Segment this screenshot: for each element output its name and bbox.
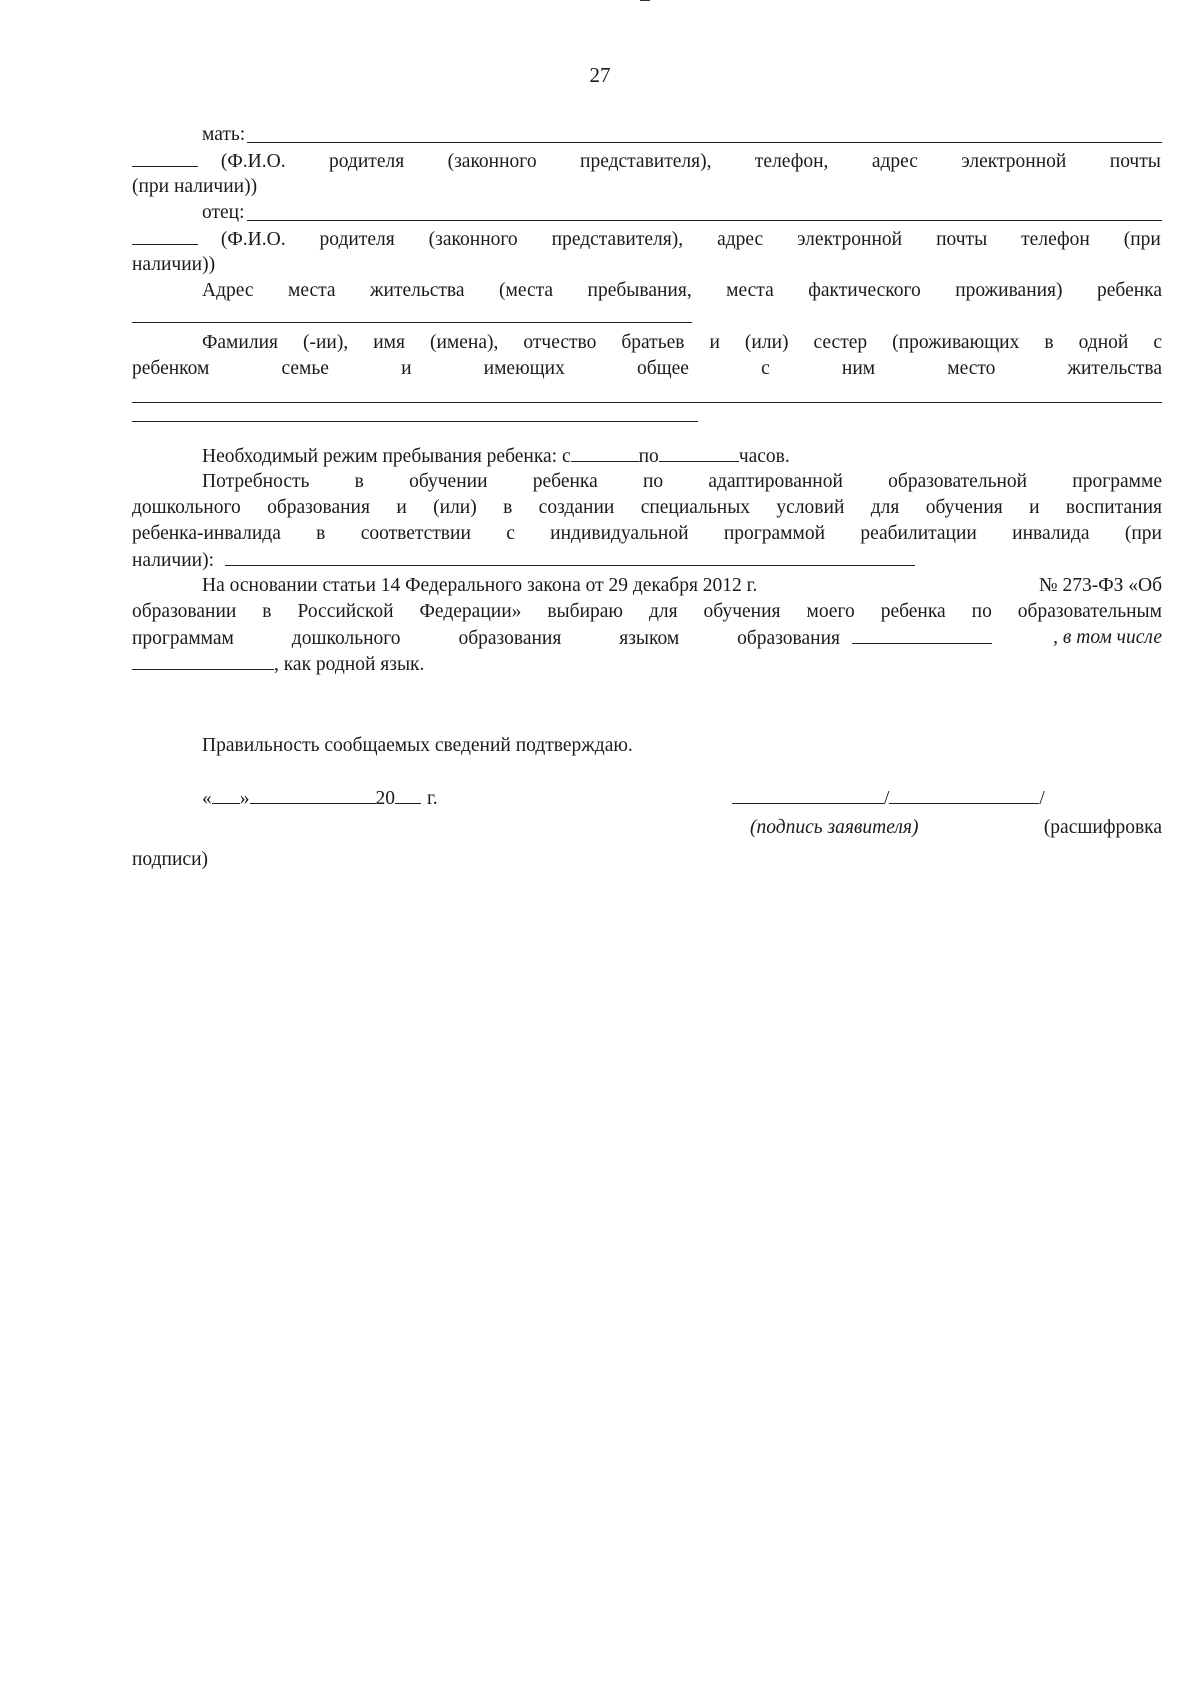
father-label: отец: bbox=[202, 202, 245, 223]
schedule-suffix: часов. bbox=[738, 446, 790, 467]
decoding-caption: (расшифровка bbox=[1043, 817, 1162, 838]
language-line1-b: № 273-ФЗ «Об bbox=[1038, 575, 1162, 596]
needs-line3: ребенка-инвалида в соответствии с индивидуальной программой реабилитации инвалида (при bbox=[132, 523, 1162, 544]
date-close-quote: » bbox=[239, 788, 250, 809]
schedule-row bbox=[132, 443, 1162, 469]
father-caption: (Ф.И.О. родителя (законного представителя), адрес электронной почты телефон (при bbox=[220, 229, 1161, 250]
signature-caption: (подпись заявителя) bbox=[750, 817, 919, 838]
signature-field[interactable] bbox=[732, 785, 884, 804]
signature-group bbox=[732, 785, 1045, 812]
language-line4-row bbox=[132, 651, 1162, 677]
language-line3-b: , в том числе bbox=[1053, 627, 1162, 648]
signature-decoding-field[interactable] bbox=[889, 785, 1039, 804]
decoding-caption-end: подписи) bbox=[132, 849, 209, 870]
signature-slash-2: / bbox=[1039, 788, 1045, 809]
language-field[interactable] bbox=[852, 625, 992, 644]
language-line1-a: На основании статьи 14 Федерального закона от 29 декабря 2012 г. bbox=[202, 575, 758, 596]
date-day-field[interactable] bbox=[212, 785, 240, 804]
language-line2: образовании в Российской Федерации» выбираю для обучения моего ребенка по образовательным bbox=[132, 601, 1162, 622]
mother-field[interactable] bbox=[247, 124, 1162, 143]
date-open-quote: « bbox=[202, 788, 212, 809]
siblings-line2: ребенком семье и имеющих общее с ним место жительства bbox=[132, 358, 1162, 379]
schedule-middle: по bbox=[638, 446, 659, 467]
date-month-field[interactable] bbox=[250, 785, 376, 804]
mother-caption-cont: (при наличии)) bbox=[132, 176, 258, 197]
father-row bbox=[132, 200, 1162, 226]
mother-caption: (Ф.И.О. родителя (законного представителя), телефон, адрес электронной почты bbox=[220, 151, 1161, 172]
mother-label: мать: bbox=[202, 124, 246, 145]
needs-line4: наличии): bbox=[132, 550, 215, 571]
mother-prefix-blank bbox=[132, 148, 198, 167]
signature-slash-1: / bbox=[884, 788, 890, 809]
language-line3-row bbox=[132, 625, 1162, 651]
date-year-suffix: г. bbox=[427, 788, 438, 809]
address-label: Адрес места жительства (места пребывания, места фактического проживания) ребенка bbox=[202, 280, 1162, 301]
siblings-line1: Фамилия (-ии), имя (имена), отчество братьев и (или) сестер (проживающих в одной с bbox=[202, 332, 1162, 353]
needs-line1: Потребность в обучении ребенка по адаптированной образовательной программе bbox=[202, 471, 1162, 492]
mother-caption-row bbox=[132, 148, 1162, 174]
siblings-field-1[interactable] bbox=[132, 382, 1162, 403]
date-year-field[interactable] bbox=[395, 785, 421, 804]
siblings-field-row bbox=[132, 403, 1162, 429]
confirmation-text: Правильность сообщаемых сведений подтверждаю. bbox=[202, 735, 633, 756]
schedule-prefix: Необходимый режим пребывания ребенка: с bbox=[202, 446, 571, 467]
form-body bbox=[132, 122, 1162, 873]
signature-caption-row bbox=[132, 815, 1162, 841]
schedule-from-field[interactable] bbox=[571, 443, 639, 462]
language-line1-row bbox=[132, 573, 1162, 599]
needs-line2: дошкольного образования и (или) в создании специальных условий для обучения и воспитания bbox=[132, 497, 1162, 518]
address-field-row bbox=[132, 304, 1162, 330]
date-group bbox=[202, 785, 438, 812]
schedule-to-field[interactable] bbox=[659, 443, 739, 462]
language-line3-a: программам дошкольного образования языком образования bbox=[132, 628, 840, 649]
father-field[interactable] bbox=[247, 202, 1162, 221]
date-signature-row bbox=[132, 785, 1162, 815]
mother-row bbox=[132, 122, 1162, 148]
native-language-field[interactable] bbox=[132, 651, 274, 670]
language-line4: , как родной язык. bbox=[274, 654, 425, 675]
father-caption-cont: наличии)) bbox=[132, 254, 216, 275]
siblings-field-2[interactable] bbox=[132, 403, 698, 422]
date-year-prefix: 20 bbox=[375, 788, 395, 809]
father-caption-row bbox=[132, 226, 1162, 252]
address-field[interactable] bbox=[132, 304, 692, 323]
needs-line4-row bbox=[132, 547, 1162, 573]
needs-field[interactable] bbox=[225, 547, 915, 566]
top-edge-mark bbox=[640, 0, 650, 1]
page-number: 27 bbox=[589, 63, 611, 87]
father-prefix-blank bbox=[132, 226, 198, 245]
